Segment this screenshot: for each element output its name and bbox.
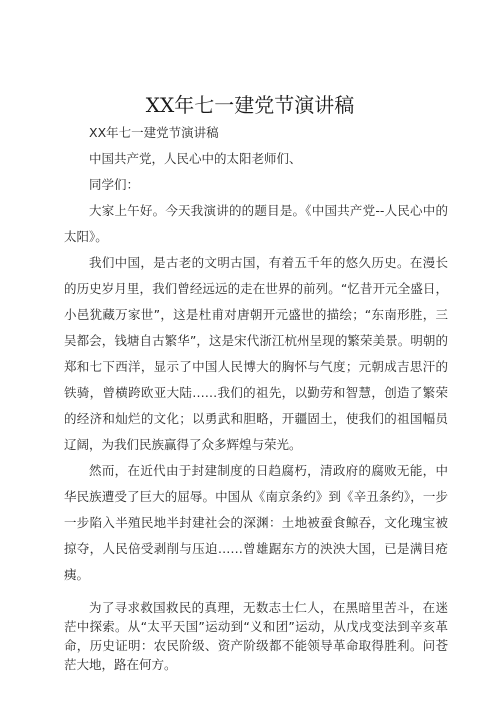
paragraph-greeting: 大家上午好。今天我演讲的的题目是。《中国共产党--人民心中的太阳》。 bbox=[64, 203, 448, 244]
paragraph-salutation-2: 同学们： bbox=[89, 177, 140, 192]
paragraph-subtitle: XX年七一建党节演讲稿 bbox=[89, 125, 219, 140]
paragraph-history: 我们中国，是古老的文明古国，有着五千年的悠久历史。在漫长的历史岁月里，我们曾经远远的走在世界的前列。“忆昔开元全盛日，小邑犹藏万家世”，这是杜甫对唐朝开元盛世的描绘；“东南形胜，三吴都会，钱塘自古繁华”，这是宋代浙江杭州呈现的繁荣美景。明朝的郑和七下西洋，显示了中国人民博大的胸怀与气度；元朝成吉思汗的铁骑，曾横跨欧亚大陆……我们的祖先，以勤劳和智慧，创造了繁荣的经济和灿烂的文化；以勇武和胆略，开疆固土，使我们的祖国幅员辽阔，为我们民族赢得了众多辉煌与荣光。 bbox=[64, 255, 448, 452]
document-title: XX年七一建党节演讲稿 bbox=[145, 93, 355, 117]
paragraph-salutation-1: 中国共产党，人民心中的太阳老师们、 bbox=[89, 151, 302, 166]
paragraph-search-for-truth: 为了寻求救国救民的真理，无数志士仁人，在黑暗里苦斗，在迷茫中探索。从“太平天国”运动到“义和团”运动，从戊戌变法到辛亥革命，历史证明：农民阶级、资产阶级都不能领导革命取得胜利。问苍茫大地，路在何方。 bbox=[64, 600, 448, 672]
document-body bbox=[64, 120, 448, 674]
paragraph-modern-era: 然而，在近代由于封建制度的日趋腐朽，清政府的腐败无能，中华民族遭受了巨大的屈辱。中国从《南京条约》到《辛丑条约》，一步一步陷入半殖民地半封建社会的深渊：土地被蚕食鲸吞，文化瑰宝被掠夺，人民倍受剥削与压迫……曾雄踞东方的泱泱大国，已是满目疮痍。 bbox=[64, 463, 448, 582]
